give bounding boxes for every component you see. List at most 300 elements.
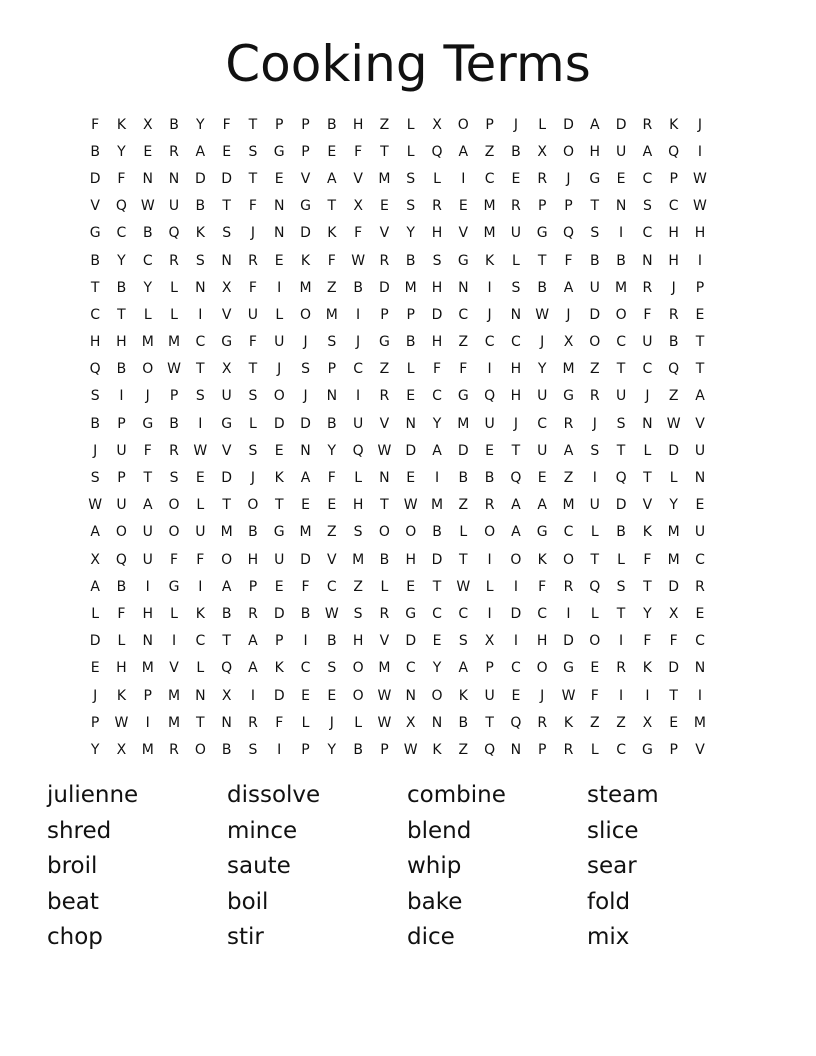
grid-letter: T	[616, 442, 626, 459]
grid-letter: Q	[221, 660, 233, 677]
grid-letter: V	[300, 170, 311, 187]
grid-letter: K	[327, 225, 337, 242]
grid-letter: W	[535, 306, 550, 323]
grid-letter: R	[616, 660, 626, 677]
grid-letter: V	[379, 225, 390, 242]
grid-letter: T	[695, 334, 705, 351]
grid-letter: F	[459, 361, 468, 378]
grid-row	[82, 301, 736, 328]
grid-letter: R	[484, 497, 495, 514]
grid-letter: C	[195, 334, 206, 351]
grid-letter: N	[195, 279, 206, 296]
grid-letter: E	[222, 143, 232, 160]
grid-letter: M	[352, 551, 365, 568]
grid-letter: S	[616, 578, 626, 595]
grid-letter: X	[116, 741, 127, 758]
grid-letter: I	[277, 279, 282, 296]
grid-letter: A	[300, 470, 311, 487]
grid-letter: Z	[353, 578, 363, 595]
grid-letter: R	[642, 279, 653, 296]
grid-letter: J	[303, 388, 308, 405]
grid-letter: N	[431, 714, 443, 731]
grid-letter: X	[221, 361, 232, 378]
grid-letter: L	[643, 442, 652, 459]
grid-letter: E	[143, 143, 153, 160]
grid-letter: O	[405, 524, 417, 541]
grid-letter: R	[248, 252, 258, 269]
grid-row	[82, 464, 736, 491]
grid-letter: W	[456, 578, 471, 595]
grid-letter: S	[353, 605, 363, 622]
grid-letter: L	[406, 361, 415, 378]
grid-row	[82, 655, 736, 682]
grid-letter: T	[590, 551, 600, 568]
grid-letter: X	[221, 279, 232, 296]
grid-letter: T	[643, 578, 652, 595]
grid-letter: R	[695, 578, 705, 595]
grid-letter: J	[329, 714, 334, 731]
grid-letter: M	[615, 279, 628, 296]
grid-letter: K	[669, 116, 679, 133]
grid-letter: Q	[484, 741, 496, 758]
grid-letter: A	[90, 578, 100, 595]
grid-letter: F	[643, 551, 652, 568]
grid-letter: N	[273, 198, 285, 215]
grid-letter: U	[589, 497, 600, 514]
grid-letter: R	[563, 578, 574, 595]
grid-letter: T	[511, 442, 521, 459]
grid-letter: Z	[379, 361, 390, 378]
grid-letter: P	[537, 741, 547, 758]
grid-letter: M	[167, 687, 181, 704]
grid-letter: M	[167, 334, 181, 351]
grid-letter: U	[142, 551, 153, 568]
grid-letter: D	[273, 415, 285, 432]
grid-letter: I	[513, 633, 518, 650]
grid-letter: X	[221, 687, 232, 704]
grid-letter: Z	[563, 470, 574, 487]
grid-letter: E	[274, 252, 284, 269]
grid-letter: N	[642, 415, 653, 432]
grid-letter: B	[511, 143, 521, 160]
grid-letter: D	[668, 578, 680, 595]
word-item: blend	[407, 817, 472, 844]
grid-letter: X	[537, 143, 547, 160]
grid-letter: S	[406, 198, 416, 215]
grid-letter: W	[324, 605, 339, 622]
grid-letter: D	[405, 633, 417, 650]
word-item: dissolve	[227, 782, 321, 809]
grid-letter: E	[195, 470, 205, 487]
word-item: saute	[227, 853, 291, 880]
grid-row	[82, 274, 736, 301]
grid-letter: A	[563, 279, 574, 296]
grid-letter: B	[537, 279, 547, 296]
grid-letter: C	[458, 306, 469, 323]
grid-letter: D	[379, 279, 390, 296]
grid-letter: C	[90, 306, 101, 323]
grid-letter: E	[406, 470, 416, 487]
grid-letter: S	[642, 198, 652, 215]
grid-letter: M	[220, 524, 233, 541]
grid-letter: O	[510, 551, 522, 568]
grid-letter: J	[93, 687, 98, 704]
grid-letter: A	[511, 497, 521, 514]
grid-letter: S	[248, 442, 258, 459]
grid-letter: W	[666, 415, 681, 432]
grid-letter: U	[352, 415, 364, 432]
grid-letter: Z	[458, 741, 469, 758]
grid-letter: T	[485, 714, 494, 731]
grid-letter: R	[169, 143, 179, 160]
grid-letter: R	[511, 198, 521, 215]
grid-row	[82, 519, 736, 546]
grid-letter: C	[432, 605, 442, 622]
grid-letter: J	[540, 687, 545, 704]
grid-letter: P	[327, 361, 337, 378]
grid-letter: U	[116, 497, 127, 514]
grid-letter: G	[168, 578, 180, 595]
grid-letter: E	[274, 578, 284, 595]
grid-letter: S	[511, 279, 521, 296]
grid-letter: B	[221, 605, 232, 622]
grid-letter: W	[377, 442, 392, 459]
grid-letter: C	[432, 388, 442, 405]
grid-letter: P	[485, 660, 494, 677]
grid-letter: I	[619, 225, 624, 242]
grid-letter: C	[695, 551, 705, 568]
grid-letter: L	[170, 306, 178, 323]
grid-letter: B	[616, 524, 626, 541]
grid-letter: I	[198, 578, 203, 595]
grid-letter: Z	[327, 279, 337, 296]
grid-letter: C	[563, 524, 574, 541]
grid-letter: J	[356, 334, 361, 351]
grid-letter: A	[142, 497, 153, 514]
word-item: dice	[407, 924, 455, 951]
grid-letter: U	[694, 442, 706, 459]
grid-letter: B	[405, 252, 416, 269]
grid-letter: I	[356, 306, 361, 323]
grid-letter: F	[196, 551, 205, 568]
grid-letter: R	[379, 605, 390, 622]
grid-row	[82, 193, 736, 220]
word-item: bake	[407, 888, 463, 915]
grid-letter: W	[377, 714, 392, 731]
grid-letter: D	[589, 306, 601, 323]
grid-letter: A	[695, 388, 705, 405]
grid-row	[82, 410, 736, 437]
grid-letter: I	[619, 687, 624, 704]
grid-letter: M	[325, 306, 338, 323]
grid-letter: C	[484, 334, 495, 351]
grid-letter: O	[194, 741, 206, 758]
grid-letter: Y	[643, 605, 652, 622]
grid-letter: J	[645, 388, 650, 405]
grid-letter: Z	[589, 714, 600, 731]
grid-letter: B	[327, 415, 337, 432]
grid-letter: P	[669, 741, 678, 758]
grid-letter: B	[405, 334, 416, 351]
grid-letter: J	[93, 442, 98, 459]
grid-letter: P	[537, 198, 547, 215]
grid-letter: I	[461, 170, 466, 187]
grid-letter: S	[248, 388, 258, 405]
word-bank	[47, 778, 767, 956]
grid-letter: L	[117, 633, 126, 650]
grid-letter: C	[116, 225, 127, 242]
grid-letter: A	[221, 578, 232, 595]
grid-letter: V	[379, 633, 390, 650]
grid-letter: B	[90, 143, 100, 160]
grid-letter: N	[510, 741, 522, 758]
grid-letter: G	[641, 741, 653, 758]
grid-letter: I	[592, 470, 597, 487]
grid-letter: K	[432, 741, 442, 758]
grid-letter: X	[642, 714, 653, 731]
grid-letter: P	[90, 714, 100, 731]
grid-letter: N	[615, 198, 627, 215]
word-item: beat	[47, 888, 99, 915]
grid-letter: F	[248, 279, 257, 296]
grid-row	[82, 437, 736, 464]
grid-letter: L	[249, 415, 257, 432]
grid-letter: U	[116, 442, 127, 459]
grid-letter: C	[353, 361, 363, 378]
grid-letter: P	[301, 143, 310, 160]
grid-letter: M	[299, 524, 312, 541]
word-item: stir	[227, 924, 264, 951]
grid-letter: A	[563, 442, 574, 459]
grid-letter: H	[431, 225, 443, 242]
grid-letter: E	[327, 143, 337, 160]
grid-letter: R	[563, 415, 574, 432]
grid-letter: T	[222, 198, 231, 215]
grid-letter: F	[91, 116, 100, 133]
grid-letter: Y	[537, 361, 547, 378]
grid-letter: J	[540, 334, 545, 351]
grid-letter: L	[485, 578, 494, 595]
grid-letter: Q	[668, 361, 680, 378]
grid-letter: J	[250, 470, 255, 487]
grid-letter: M	[141, 334, 154, 351]
grid-letter: J	[592, 415, 597, 432]
grid-letter: W	[140, 198, 155, 215]
grid-letter: I	[277, 741, 282, 758]
grid-letter: I	[119, 388, 124, 405]
grid-letter: Z	[589, 361, 600, 378]
grid-letter: J	[671, 279, 676, 296]
grid-letter: G	[457, 252, 469, 269]
grid-letter: H	[510, 361, 522, 378]
grid-letter: M	[483, 198, 496, 215]
grid-letter: M	[457, 415, 470, 432]
grid-letter: H	[431, 279, 443, 296]
grid-letter: B	[248, 524, 258, 541]
grid-letter: M	[299, 279, 312, 296]
grid-letter: C	[537, 415, 548, 432]
grid-letter: O	[589, 633, 601, 650]
grid-letter: O	[536, 660, 548, 677]
grid-letter: K	[642, 524, 652, 541]
grid-letter: T	[222, 633, 231, 650]
grid-letter: U	[484, 415, 495, 432]
grid-row	[82, 111, 736, 138]
grid-letter: V	[90, 198, 100, 215]
grid-letter: O	[273, 388, 285, 405]
grid-letter: M	[141, 741, 154, 758]
grid-letter: M	[404, 279, 417, 296]
grid-letter: P	[275, 116, 284, 133]
grid-letter: C	[695, 633, 705, 650]
grid-letter: H	[510, 388, 522, 405]
grid-letter: N	[168, 170, 180, 187]
grid-letter: G	[563, 660, 574, 677]
grid-letter: E	[301, 687, 310, 704]
grid-letter: D	[300, 225, 311, 242]
grid-letter: Z	[484, 143, 495, 160]
grid-letter: H	[352, 633, 364, 650]
grid-letter: L	[380, 578, 389, 595]
grid-letter: F	[669, 633, 678, 650]
grid-letter: L	[196, 497, 205, 514]
grid-letter: O	[615, 306, 627, 323]
grid-letter: Z	[668, 388, 679, 405]
grid-letter: P	[275, 633, 284, 650]
grid-letter: B	[353, 279, 363, 296]
grid-letter: S	[222, 225, 232, 242]
grid-letter: F	[643, 306, 652, 323]
grid-letter: H	[431, 334, 443, 351]
grid-letter: X	[668, 605, 679, 622]
grid-letter: F	[432, 361, 442, 378]
word-item: boil	[227, 888, 269, 915]
grid-letter: Q	[510, 714, 522, 731]
grid-letter: A	[327, 170, 337, 187]
grid-letter: N	[405, 415, 416, 432]
grid-letter: O	[352, 687, 364, 704]
grid-letter: T	[616, 605, 626, 622]
grid-letter: Q	[668, 143, 680, 160]
grid-letter: O	[378, 524, 390, 541]
grid-letter: H	[352, 497, 364, 514]
grid-letter: Y	[90, 741, 100, 758]
grid-letter: T	[380, 143, 389, 160]
grid-letter: V	[695, 741, 705, 758]
grid-letter: F	[327, 252, 336, 269]
grid-letter: F	[301, 578, 310, 595]
grid-letter: I	[487, 605, 492, 622]
grid-letter: F	[222, 116, 231, 133]
grid-letter: U	[510, 225, 522, 242]
grid-letter: N	[195, 687, 206, 704]
grid-letter: G	[273, 524, 285, 541]
grid-letter: R	[563, 741, 574, 758]
grid-row	[82, 709, 736, 736]
grid-letter: Y	[432, 415, 442, 432]
grid-letter: G	[563, 388, 574, 405]
grid-letter: U	[615, 388, 627, 405]
grid-letter: Y	[432, 660, 442, 677]
grid-letter: K	[300, 252, 311, 269]
grid-letter: O	[115, 524, 127, 541]
word-item: broil	[47, 853, 98, 880]
grid-letter: I	[645, 687, 650, 704]
grid-letter: U	[537, 442, 548, 459]
grid-letter: Q	[352, 442, 364, 459]
grid-letter: Y	[327, 741, 337, 758]
grid-letter: E	[695, 497, 705, 514]
grid-letter: L	[590, 741, 599, 758]
grid-letter: U	[274, 334, 285, 351]
grid-letter: T	[643, 470, 652, 487]
grid-letter: I	[487, 361, 492, 378]
grid-letter: L	[354, 714, 363, 731]
grid-letter: K	[642, 660, 652, 677]
grid-letter: I	[513, 578, 518, 595]
grid-letter: L	[143, 306, 152, 323]
grid-letter: E	[458, 198, 468, 215]
grid-letter: E	[301, 497, 310, 514]
grid-letter: O	[352, 660, 364, 677]
grid-letter: B	[116, 279, 127, 296]
grid-letter: G	[536, 524, 548, 541]
grid-letter: D	[615, 497, 627, 514]
grid-letter: I	[145, 714, 150, 731]
grid-letter: B	[300, 605, 311, 622]
grid-letter: D	[615, 116, 627, 133]
grid-letter: U	[168, 198, 180, 215]
grid-letter: X	[142, 116, 153, 133]
grid-letter: J	[250, 225, 255, 242]
grid-letter: S	[169, 470, 179, 487]
grid-letter: S	[432, 252, 442, 269]
grid-letter: W	[403, 741, 418, 758]
grid-letter: L	[590, 524, 599, 541]
grid-letter: V	[327, 551, 337, 568]
grid-letter: U	[694, 524, 706, 541]
grid-letter: N	[221, 252, 232, 269]
grid-letter: G	[378, 334, 390, 351]
grid-row	[82, 356, 736, 383]
grid-letter: O	[589, 334, 601, 351]
grid-letter: L	[301, 714, 310, 731]
grid-letter: J	[303, 334, 308, 351]
grid-letter: I	[566, 605, 571, 622]
grid-letter: B	[90, 252, 100, 269]
grid-letter: L	[275, 306, 284, 323]
grid-letter: D	[431, 551, 443, 568]
grid-letter: H	[536, 633, 548, 650]
grid-letter: E	[669, 714, 679, 731]
grid-letter: S	[590, 442, 600, 459]
grid-letter: N	[379, 470, 390, 487]
grid-letter: W	[351, 252, 366, 269]
grid-letter: T	[327, 198, 337, 215]
word-item: shred	[47, 817, 112, 844]
grid-letter: X	[405, 714, 416, 731]
grid-letter: V	[169, 660, 179, 677]
grid-letter: M	[378, 660, 391, 677]
grid-letter: T	[117, 306, 126, 323]
grid-letter: M	[562, 497, 575, 514]
grid-letter: B	[458, 470, 469, 487]
grid-letter: C	[326, 578, 337, 595]
grid-letter: V	[458, 225, 469, 242]
grid-letter: R	[668, 306, 679, 323]
grid-letter: A	[248, 633, 258, 650]
grid-letter: E	[274, 442, 284, 459]
